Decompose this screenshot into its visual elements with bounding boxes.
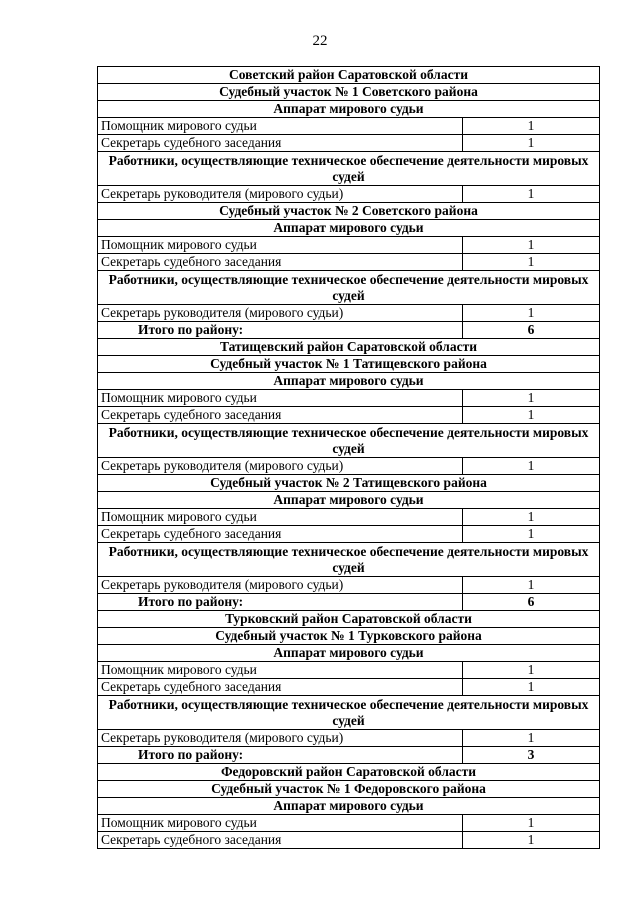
position-name: Секретарь руководителя (мирового судьи) — [98, 305, 463, 322]
section-header-row — [98, 220, 600, 237]
position-name: Помощник мирового судьи — [98, 815, 463, 832]
section-header: Татищевский район Саратовской области — [98, 339, 600, 356]
table-row — [98, 186, 600, 203]
position-name: Помощник мирового судьи — [98, 509, 463, 526]
position-name: Секретарь руководителя (мирового судьи) — [98, 577, 463, 594]
position-count: 1 — [463, 390, 600, 407]
total-count: 6 — [463, 322, 600, 339]
total-label: Итого по району: — [98, 594, 463, 611]
section-header-row — [98, 543, 600, 577]
section-header: Судебный участок № 1 Татищевского района — [98, 356, 600, 373]
position-count: 1 — [463, 237, 600, 254]
position-name: Секретарь руководителя (мирового судьи) — [98, 458, 463, 475]
section-header-row — [98, 798, 600, 815]
position-count: 1 — [463, 832, 600, 849]
section-header: Работники, осуществляющие техническое обеспечение деятельности мировых судей — [98, 271, 600, 305]
total-label: Итого по району: — [98, 747, 463, 764]
section-header-row — [98, 475, 600, 492]
section-header: Судебный участок № 1 Советского района — [98, 84, 600, 101]
section-header: Судебный участок № 2 Советского района — [98, 203, 600, 220]
staffing-table — [97, 66, 600, 849]
section-header-row — [98, 101, 600, 118]
page-number: 22 — [312, 33, 328, 49]
table-row — [98, 509, 600, 526]
position-count: 1 — [463, 662, 600, 679]
section-header-row — [98, 611, 600, 628]
table-row — [98, 526, 600, 543]
table-row — [98, 815, 600, 832]
position-name: Секретарь руководителя (мирового судьи) — [98, 730, 463, 747]
position-name: Секретарь руководителя (мирового судьи) — [98, 186, 463, 203]
section-header-row — [98, 424, 600, 458]
position-count: 1 — [463, 118, 600, 135]
section-header: Аппарат мирового судьи — [98, 101, 600, 118]
position-count: 1 — [463, 577, 600, 594]
position-name: Секретарь судебного заседания — [98, 407, 463, 424]
section-header: Аппарат мирового судьи — [98, 492, 600, 509]
section-header-row — [98, 628, 600, 645]
table-row — [98, 458, 600, 475]
position-name: Секретарь судебного заседания — [98, 526, 463, 543]
total-label: Итого по району: — [98, 322, 463, 339]
section-header-row — [98, 339, 600, 356]
position-name: Секретарь судебного заседания — [98, 679, 463, 696]
section-header: Аппарат мирового судьи — [98, 798, 600, 815]
table-row — [98, 305, 600, 322]
total-count: 6 — [463, 594, 600, 611]
section-header: Работники, осуществляющие техническое обеспечение деятельности мировых судей — [98, 696, 600, 730]
section-header-row — [98, 271, 600, 305]
section-header: Турковский район Саратовской области — [98, 611, 600, 628]
section-header: Федоровский район Саратовской области — [98, 764, 600, 781]
table-row — [98, 237, 600, 254]
total-row — [98, 747, 600, 764]
section-header: Аппарат мирового судьи — [98, 373, 600, 390]
section-header-row — [98, 356, 600, 373]
table-row — [98, 118, 600, 135]
section-header-row — [98, 84, 600, 101]
total-row — [98, 322, 600, 339]
section-header-row — [98, 492, 600, 509]
position-count: 1 — [463, 679, 600, 696]
table-row — [98, 577, 600, 594]
section-header: Советский район Саратовской области — [98, 67, 600, 84]
section-header-row — [98, 645, 600, 662]
section-header: Работники, осуществляющие техническое обеспечение деятельности мировых судей — [98, 152, 600, 186]
section-header-row — [98, 781, 600, 798]
position-name: Секретарь судебного заседания — [98, 254, 463, 271]
section-header-row — [98, 373, 600, 390]
position-count: 1 — [463, 526, 600, 543]
position-name: Секретарь судебного заседания — [98, 135, 463, 152]
position-count: 1 — [463, 815, 600, 832]
staffing-table-body — [98, 67, 600, 849]
section-header-row — [98, 67, 600, 84]
position-count: 1 — [463, 305, 600, 322]
position-name: Помощник мирового судьи — [98, 390, 463, 407]
table-row — [98, 135, 600, 152]
section-header-row — [98, 696, 600, 730]
position-count: 1 — [463, 407, 600, 424]
total-row — [98, 594, 600, 611]
section-header: Судебный участок № 1 Турковского района — [98, 628, 600, 645]
position-name: Секретарь судебного заседания — [98, 832, 463, 849]
position-name: Помощник мирового судьи — [98, 118, 463, 135]
position-count: 1 — [463, 730, 600, 747]
section-header: Судебный участок № 2 Татищевского района — [98, 475, 600, 492]
section-header: Аппарат мирового судьи — [98, 220, 600, 237]
table-row — [98, 390, 600, 407]
section-header-row — [98, 764, 600, 781]
position-count: 1 — [463, 458, 600, 475]
table-row — [98, 407, 600, 424]
table-row — [98, 254, 600, 271]
table-row — [98, 679, 600, 696]
table-row — [98, 832, 600, 849]
position-count: 1 — [463, 135, 600, 152]
section-header: Работники, осуществляющие техническое обеспечение деятельности мировых судей — [98, 543, 600, 577]
position-count: 1 — [463, 509, 600, 526]
total-count: 3 — [463, 747, 600, 764]
position-count: 1 — [463, 186, 600, 203]
table-row — [98, 662, 600, 679]
position-name: Помощник мирового судьи — [98, 237, 463, 254]
section-header: Аппарат мирового судьи — [98, 645, 600, 662]
position-name: Помощник мирового судьи — [98, 662, 463, 679]
section-header: Работники, осуществляющие техническое обеспечение деятельности мировых судей — [98, 424, 600, 458]
section-header: Судебный участок № 1 Федоровского района — [98, 781, 600, 798]
section-header-row — [98, 152, 600, 186]
table-row — [98, 730, 600, 747]
section-header-row — [98, 203, 600, 220]
position-count: 1 — [463, 254, 600, 271]
